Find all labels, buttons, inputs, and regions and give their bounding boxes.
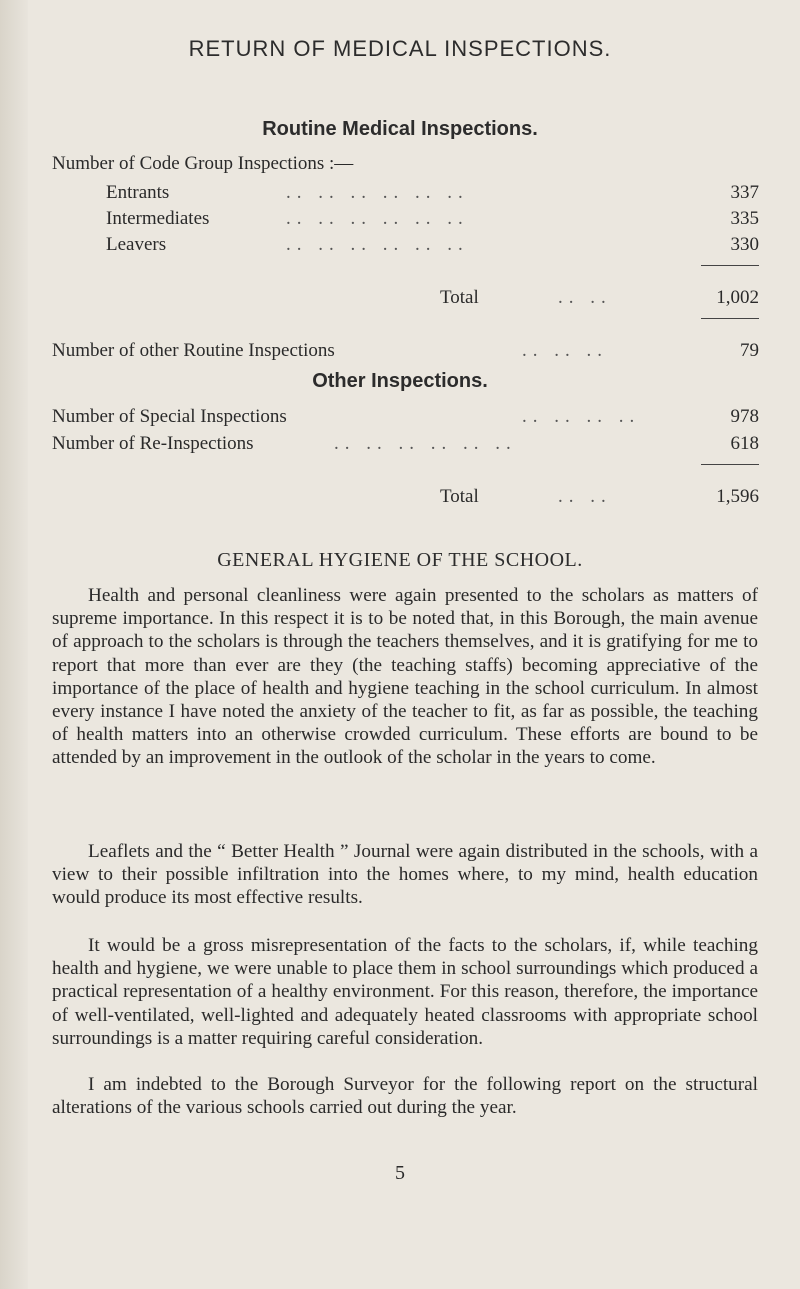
- row-label: Entrants: [106, 182, 170, 203]
- row-value: 337: [730, 182, 759, 203]
- leader-dots: .. ..: [558, 486, 612, 507]
- subtotal-rule: [701, 464, 759, 465]
- row-label: Intermediates: [106, 208, 210, 229]
- body-paragraph: I am indebted to the Borough Surveyor for the following report on the structural alterations of the various schools carried out during the year.: [52, 1074, 758, 1119]
- row-label: Number of Re-Inspections: [52, 433, 254, 454]
- row-value: 978: [730, 406, 759, 427]
- table-row: [52, 404, 759, 430]
- total-value: 1,596: [716, 486, 759, 507]
- subtotal-rule: [701, 265, 759, 266]
- total-row: [440, 285, 759, 311]
- other-section-title: Other Inspections.: [312, 370, 488, 392]
- body-paragraph: It would be a gross misrepresentation of the facts to the scholars, if, while teaching health and hygiene, we were unable to place them in school surroundings which produced a practical representation of a healthy environment. For this reason, therefore, the importance of well-ventilated, well-lighted and adequately heated classrooms with appropriate school surroundings is a matter requiring careful consideration.: [52, 935, 758, 1049]
- row-value: 335: [730, 208, 759, 229]
- total-value: 1,002: [716, 287, 759, 308]
- leader-dots: .. .. ..: [522, 340, 608, 361]
- total-label: Total: [440, 486, 479, 507]
- routine-section-title: Routine Medical Inspections.: [262, 118, 538, 140]
- other-routine-value: 79: [740, 340, 759, 361]
- body-paragraph: Leaflets and the “ Better Health ” Journal were again distributed in the schools, with a view to their possible infiltration into the homes where, to my mind, health education would produce its most effective results.: [52, 841, 758, 909]
- leader-dots: .. .. .. .. .. ..: [334, 433, 517, 454]
- table-row: [106, 206, 759, 232]
- code-group-label: Number of Code Group Inspections :—: [52, 153, 354, 174]
- total-row: [440, 484, 759, 510]
- table-row: [106, 180, 759, 206]
- row-label: Leavers: [106, 234, 167, 255]
- table-row: [52, 431, 759, 457]
- other-routine-label: Number of other Routine Inspections: [52, 340, 335, 361]
- leader-dots: .. .. .. .. .. ..: [286, 208, 469, 229]
- total-label: Total: [440, 287, 479, 308]
- leader-dots: .. ..: [558, 287, 612, 308]
- row-value: 330: [730, 234, 759, 255]
- total-rule: [701, 318, 759, 319]
- row-value: 618: [730, 433, 759, 454]
- code-group-heading: [52, 151, 552, 177]
- leader-dots: .. .. .. ..: [522, 406, 641, 427]
- other-routine-row: [52, 338, 759, 364]
- body-paragraph: Health and personal cleanliness were again presented to the scholars as matters of supreme importance. In this respect it is to be noted that, in this Borough, the main avenue of approach to the scholars is through the teachers themselves, and it is gratifying for me to report that more than ever are they (the teaching staffs) becoming appreciative of the importance of the place of health and hygiene teaching in the school curriculum. In almost every instance I have noted the anxiety of the teacher to fit, as far as possible, the teaching of health matters into an otherwise crowded curriculum. These efforts are bound to be attended by an improvement in the outlook of the scholar in the years to come.: [52, 585, 758, 769]
- table-row: [106, 232, 759, 258]
- page-number: 5: [395, 1162, 405, 1184]
- page-header: RETURN OF MEDICAL INSPECTIONS.: [188, 36, 612, 61]
- leader-dots: .. .. .. .. .. ..: [286, 234, 469, 255]
- leader-dots: .. .. .. .. .. ..: [286, 182, 469, 203]
- row-label: Number of Special Inspections: [52, 406, 287, 427]
- hygiene-section-title: GENERAL HYGIENE OF THE SCHOOL.: [217, 549, 583, 571]
